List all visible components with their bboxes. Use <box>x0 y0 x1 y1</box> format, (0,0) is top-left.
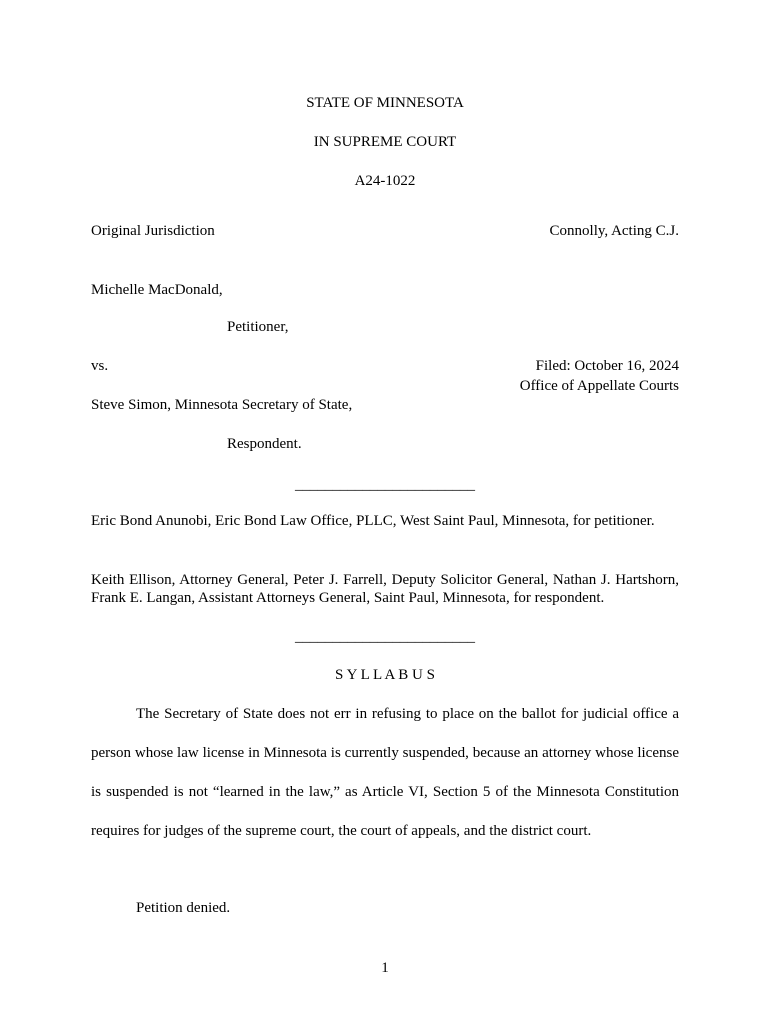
versus-label: vs. <box>91 358 109 374</box>
disposition: Petition denied. <box>136 900 231 916</box>
petitioner-name: Michelle MacDonald, <box>91 282 223 298</box>
separator-rule-bottom: ________________________ <box>295 629 475 645</box>
syllabus-heading: S Y L L A B U S <box>335 667 435 683</box>
respondent-role: Respondent. <box>227 436 302 452</box>
respondent-name: Steve Simon, Minnesota Secretary of State, <box>91 397 353 413</box>
judge-label: Connolly, Acting C.J. <box>549 223 679 239</box>
state-heading: STATE OF MINNESOTA <box>306 95 464 111</box>
office-label: Office of Appellate Courts <box>519 378 679 394</box>
jurisdiction-label: Original Jurisdiction <box>91 223 215 239</box>
separator-rule-top: ________________________ <box>295 477 475 493</box>
petitioner-role: Petitioner, <box>227 319 289 335</box>
court-heading: IN SUPREME COURT <box>313 134 457 150</box>
petitioner-counsel: Eric Bond Anunobi, Eric Bond Law Office, PLLC, West Saint Paul, Minnesota, for petitioner. <box>91 513 655 529</box>
page-number: 1 <box>381 960 389 976</box>
filed-date: Filed: October 16, 2024 <box>535 358 679 374</box>
respondent-counsel: Keith Ellison, Attorney General, Peter J. Farrell, Deputy Solicitor General, Nathan J. Hartshorn, Frank E. Langan, Assistant Attorneys General, Saint Paul, Minnesota, for respondent. <box>91 572 679 606</box>
syllabus-body: The Secretary of State does not err in refusing to place on the ballot for judicial office a person whose law license in Minnesota is currently suspended, because an attorney whose license is suspended is not “learned in the law,” as Article VI, Section 5 of the Minnesota Constitution requires for judges of the supreme court, the court of appeals, and the district court. <box>91 706 679 839</box>
case-number: A24-1022 <box>354 173 416 189</box>
